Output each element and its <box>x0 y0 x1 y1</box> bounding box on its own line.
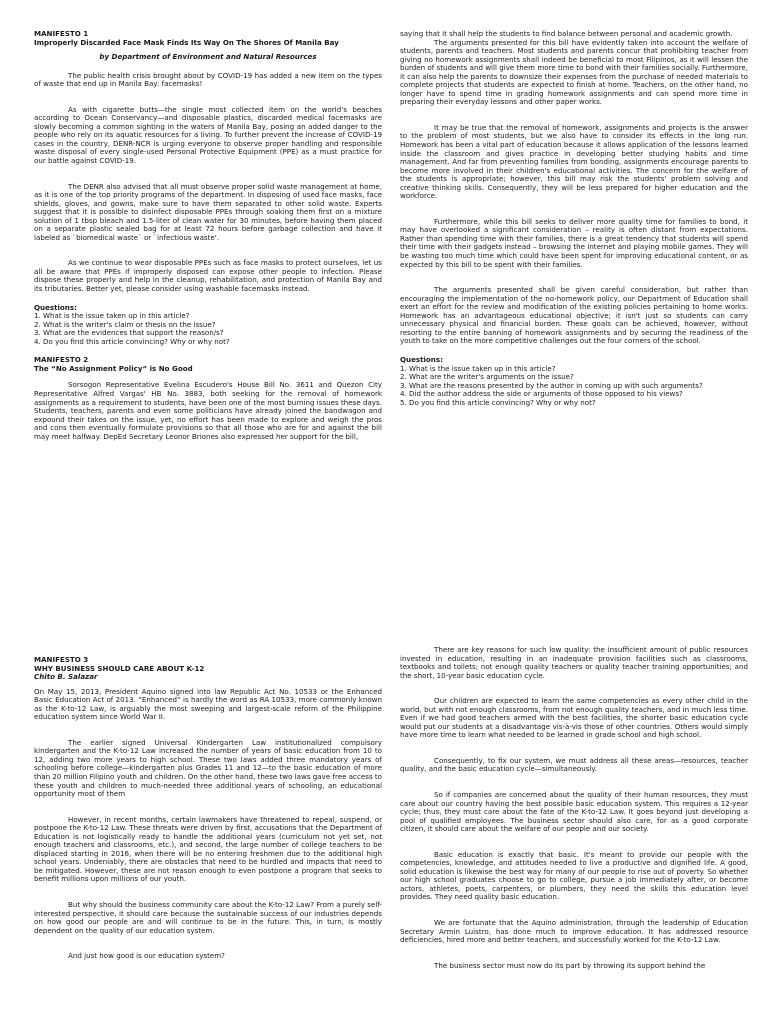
manifesto-3-paragraph: The earlier signed Universal Kindergarten Law institutionalized compulsory kindergarten and the K-to-12 Law increased the number of years of basic education from 10 to 12, adding two more years to high school. These two laws added three mandatory years of schooling before college—kindergarten plus Grades 11 and 12—to the basic education of more than 20 million Filipino youth and children. On the other hand, these two laws gave free access to these youth and children to much-needed three additional years of schooling, an educational opportunity most of them <box>34 737 382 799</box>
manifesto-1-questions-heading: Questions: <box>34 302 77 312</box>
manifesto-3-label: MANIFESTO 3 <box>34 655 89 664</box>
manifesto-3-author: Chito B. Salazar <box>34 672 98 682</box>
manifesto-1-paragraph: As we continue to wear disposable PPEs such as face masks to protect ourselves, let us all be aware that PPEs if improperly disposed can expose other people to infection. Please dispose these properly and help in the cleanup, rehabilitation, and protection of Manila Bay and its tributaries. Better yet, please consider using washable facemasks instead. <box>34 258 382 294</box>
manifesto-1-label: MANIFESTO 1 <box>34 29 89 38</box>
question-item: 4. Did the author address the side or arguments of those opposed to his views? <box>400 389 683 399</box>
manifesto-2-continuation: saying that it shall help the students to find balance between personal and academic growth. <box>400 29 733 38</box>
manifesto-3-paragraph: However, in recent months, certain lawmakers have threatened to repeal, suspend, or postpone the K-to-12 Law. These threats were driven by first, accusations that the Department of Education is not logistically ready to handle the additional years (curriculum not yet set, not enough teachers and classrooms, etc.), and second, the large number of college teachers to be displaced starting in 2016, when there will be no entering freshmen due to the additional high school years. Undeniably, there are obstacles that need to be hurdled and impacts that need to be mitigated. However, these are not reason enough to even postpone a program that seeks to benefit millions upon millions of our youth. <box>34 814 382 884</box>
manifesto-1-paragraph: As with cigarette butts—the single most collected item on the world's beaches according to Ocean Conservancy—and disposable plastics, discarded medical facemasks are slowly becoming a common sighting in the waters of Manila Bay, posing an added danger to the people who rely on its aquatic resources for a living. To further prevent the increase of COVID-19 cases in the country, DENR-NCR is urging everyone to observe proper handling and responsible waste disposal of every single-used Personal Protective Equipment (PPE) as a must practice for our battle against COVID-19. <box>34 104 382 166</box>
manifesto-3-continued-column <box>400 646 748 979</box>
manifesto-3-paragraph: We are fortunate that the Aquino administration, through the leadership of Education Secretary Armin Luistro, has done much to improve education. It has addressed resource deficiencies, hired more and better teachers, and successfully worked for the K-to-12 Law. <box>400 918 748 945</box>
manifesto-3-paragraph: The business sector must now do its part by throwing its support behind the <box>434 960 706 970</box>
manifesto-2-questions <box>400 365 748 408</box>
question-item: 5. Do you find this article convincing? Why or why not? <box>400 397 596 407</box>
manifesto-1-author: by Department of Environment and Natural Resources <box>99 52 317 62</box>
question-item: 2. What is the writer's claim or thesis on the issue? <box>34 319 216 329</box>
manifesto-1-paragraph: The public health crisis brought about by COVID-19 has added a new item on the types of waste that end up in Manila Bay: facemasks! <box>34 70 382 89</box>
question-item: 1. What is the issue taken up in this article? <box>34 311 190 321</box>
question-item: 1. What is the issue taken up in this article? <box>400 363 556 373</box>
manifesto-3-paragraph: There are key reasons for such low quality: the insufficient amount of public resources invested in education, resulting in an inadequate provision facilities such as classrooms, textbooks and toilets; not enough quality teachers or quality teacher training opportunities; and the short, 10-year basic education cycle. <box>400 645 748 680</box>
question-item: 3. What are the reasons presented by the author in coming up with such arguments? <box>400 380 703 390</box>
manifesto-2-paragraph: Sorsogon Representative Evelina Escudero's House Bill No. 3611 and Quezon City Representative Alfred Vargas' HB No. 3883, both seeking for the removal of homework assignments as a requirement to students, have been one of the most burning issues these days. Students, teachers, parents and even some politicians have already joined the bandwagon and expound their takes on the issue, yet, no effort has been made to explore and weigh the pros and cons then eventually formulate provisions so that all those who are for and against the bill may meet halfway. DepEd Secretary Leonor Briones also expressed her support for the bill, <box>34 380 382 441</box>
manifesto-2-continued-column <box>400 30 748 417</box>
manifesto-1-column <box>34 30 382 450</box>
manifesto-2-paragraph: Furthermore, while this bill seeks to deliver more quality time for families to bond, it may have overlooked a significant consideration – reality is often distant from expectations. Rather than spending time with their families, there is a great tendency that students will spend their time with their gadgets instead – browsing the internet and playing mobile games. They will be wasting too much time which could have been spent for improving educational content, or as expected by this bill to be spent with their families. <box>400 216 748 269</box>
manifesto-3-paragraph: On May 15, 2013, President Aquino signed into law Republic Act No. 10533 or the Enhanced Basic Education Act of 2013. “Enhanced” is hardly the word as RA 10533, more commonly known as the K-to-12 Law, is arguably the most sweeping and largest-scale reform of the Philippine education system since World War II. <box>34 686 382 722</box>
manifesto-3-column <box>34 656 382 970</box>
manifesto-2-questions-heading: Questions: <box>400 354 443 364</box>
manifesto-2-paragraph: The arguments presented for this bill have evidently taken into account the welfare of students, parents and teachers. Most students and parents concur that prohibiting teacher from giving no homework assignments shall indeed be beneficial to most Filipinos, as it will lessen the burden of students and will give them more time to bond with their families socially. Furthermore, it can also help the parents to downsize their expenses from the purchase of needed materials to complete projects that students are expected to finish at home. Teachers, on the other hand, no longer have to spend time in grading homework assignments and can spend more time in preparing their everyday lessons and other paper works. <box>400 37 748 107</box>
manifesto-3-paragraph: So if companies are concerned about the quality of their human resources, they must care about our country having the best possible basic education system. This requires a 12-year cycle; thus, they must care about the fate of the K-to-12 Law. It goes beyond just developing a pool of qualified employees. The business sector should also care, for as a good corporate citizen, it should care about the welfare of our people and our society. <box>400 790 748 834</box>
manifesto-1-questions <box>34 312 382 346</box>
question-item: 2. What are the writer's arguments on the issue? <box>400 372 574 382</box>
manifesto-2-paragraph: The arguments presented shall be given careful consideration, but rather than encouraging the implementation of the no-homework policy, our Department of Education shall exert an effort for the review and modification of the existing policies pertaining to home works. Homework has an advantageous educational objective; it isn't just so students can carry unnecessary physical and financial burden. These goals can be achieved, however, without resorting to the entire banning of homework assignments and by securing the readiness of the youth to take on the more competitive challenges out the four corners of the school. <box>400 285 748 346</box>
manifesto-1-title: Improperly Discarded Face Mask Finds Its Way On The Shores Of Manila Bay <box>34 37 339 47</box>
manifesto-2-paragraph: It may be true that the removal of homework, assignments and projects is the answer to the problem of most students, but we also have to consider its effects in the long run. Homework has been a vital part of education because it allows application of the lessons learned inside the classroom and gives practice in developing better studying habits and time management. And far from preventing families from bonding, assignments encourage parents to become more involved in their children's educational activities. The concern for the welfare of the students is appropriate; however, this bill may risk the students' problem solving and creative thinking skills. Consequently, they will be less prepared for higher education and the workforce. <box>400 122 748 201</box>
manifesto-3-paragraph: Basic education is exactly that basic. It's meant to provide our people with the competencies, knowledge, and attitudes needed to live a productive and dignified life. A good, solid education is likewise the best way for many of our people to rise out of poverty. So whether our high school graduates choose to go to college, pursue a job immediately after, or become actors, athletes, poets, carpenters, or plumbers, they need the skills this education level provides. They need quality basic education. <box>400 849 748 902</box>
manifesto-3-paragraph: Our children are expected to learn the same competencies as every other child in the world, but with not enough classrooms, from not enough quality teachers, and in much less time. Even if we had good teachers armed with the best facilities, the shorter basic education cycle would put our students at a disadvantage vis-à-vis those of other countries. Others would simply have more time to learn what needed to be learned in grade school and high school. <box>400 696 748 740</box>
manifesto-1-paragraph: The DENR also advised that all must observe proper solid waste management at home, as it is one of the top priority programs of the department. In disposing of used face masks, face shields, gloves, and gowns, make sure to have them separated to other solid waste. Experts suggest that it is possible to disinfect disposable PPEs through soaking them first on a mixture solution of 1 tbsp bleach and 1.5-liter of clean water for 30 minutes, before having them placed on a separate plastic sealed bag for at least 72 hours before garbage collection and have it labeled as `biomedical waste` or `infectious waste'. <box>34 181 382 242</box>
manifesto-3-paragraph: But why should the business community care about the K-to-12 Law? From a purely self-interested perspective, it should care because the sustainable success of our industries depends on how good our people are and will continue to be in the future. This, in turn, is mostly dependent on the quality of our education system. <box>34 900 382 935</box>
manifesto-3-title: WHY BUSINESS SHOULD CARE ABOUT K-12 <box>34 663 205 673</box>
question-item: 4. Do you find this article convincing? Why or why not? <box>34 336 230 346</box>
manifesto-3-paragraph: Consequently, to fix our system, we must address all these areas—resources, teacher quality, and the basic education cycle—simultaneously. <box>400 755 748 774</box>
manifesto-2-title: The “No Assignment Policy” is No Good <box>34 363 193 373</box>
manifesto-3-paragraph: And just how good is our education system? <box>68 951 225 961</box>
manifesto-2-label: MANIFESTO 2 <box>34 355 89 365</box>
question-item: 3. What are the evidences that support the reason/s? <box>34 328 224 338</box>
